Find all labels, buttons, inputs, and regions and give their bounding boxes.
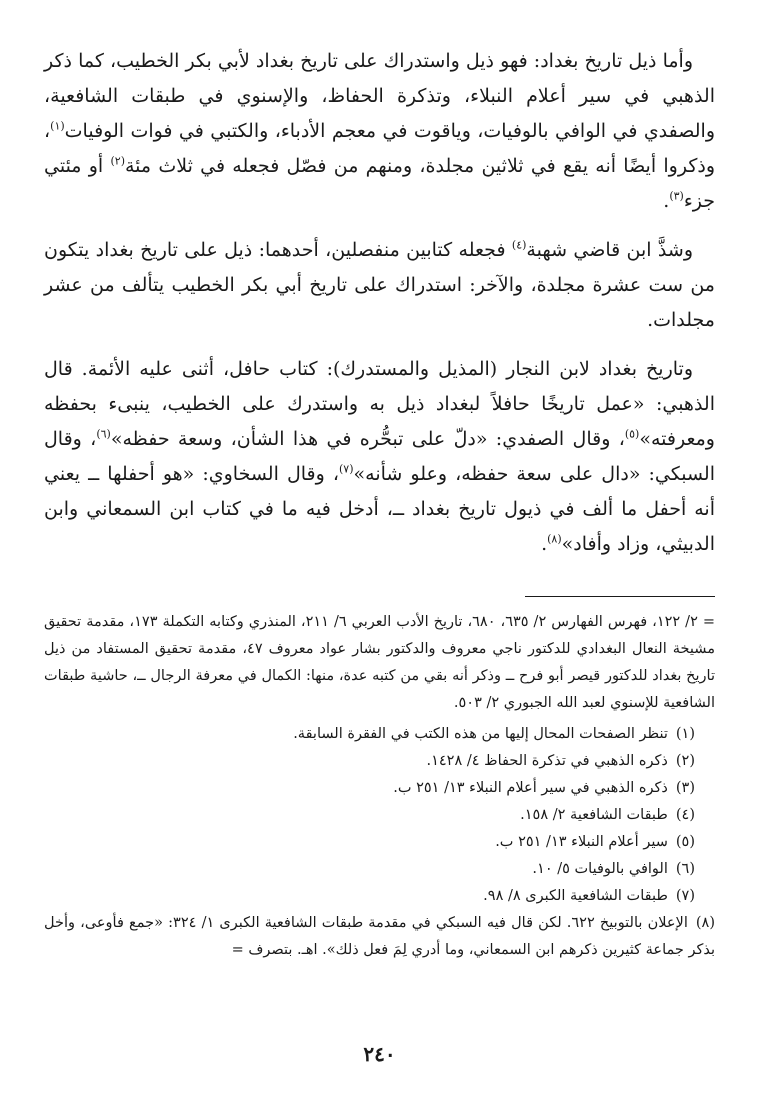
footnote-5: [44, 829, 715, 856]
p2-text: وشذَّ ابن قاضي شهبة: [526, 239, 693, 261]
paragraph-3: [44, 352, 715, 562]
footnote-ref-3[interactable]: (٣): [669, 189, 684, 203]
footnote-7: [44, 883, 715, 910]
footnote-number: (٥): [675, 834, 695, 850]
p1-text-2: ، وذكروا أيضًا أنه يقع في ثلاثين مجلدة، ومنهم من فصّل فجعله في ثلاث مئة: [44, 120, 716, 177]
footnote-6: [44, 856, 715, 883]
footnote-continuation: = ٢/ ١٢٢، فهرس الفهارس ٢/ ٦٣٥، ٦٨٠، تاريخ الأدب العربي ٦/ ٢١١، المنذري وكتابه التكملة ١٧٣، مقدمة تحقيق مشيخة النعال البغدادي للدكتور ناجي معروف والدكتور بشار عواد معروف ٤٧، مقدمة تحقيق المستفاد من ذيل تاريخ بغداد للدكتور قيصر أبو فرح ــ وذكر أنه بقي من كتبه عدة، منها: الكمال في معرفة الرجال ــ، حاشية طبقات الشافعية للإسنوي لعبد الله الجبوري ٢/ ٥٠٣.: [44, 614, 716, 711]
footnote-text: طبقات الشافعية الكبرى ٨/ ٩٨.: [483, 888, 668, 904]
footnote-text: تنظر الصفحات المحال إليها من هذه الكتب في الفقرة السابقة.: [293, 726, 668, 742]
main-text: [44, 44, 715, 562]
p1-text-4: .: [663, 190, 670, 212]
footnote-ref-5[interactable]: (٥): [624, 427, 640, 441]
footnote-1: [44, 721, 715, 748]
footnote-ref-6[interactable]: (٦): [96, 427, 111, 441]
footnotes: [44, 609, 715, 964]
footnote-ref-4[interactable]: (٤): [511, 238, 527, 252]
footnote-number: (٨): [695, 915, 715, 931]
footnote-text: طبقات الشافعية ٢/ ١٥٨.: [520, 807, 668, 823]
p3-text: وتاريخ بغداد لابن النجار (المذيل والمستدرك): كتاب حافل، أثنى عليه الأئمة. قال الذهبي: «عمل تاريخًا حافلاً لبغداد ذيل به واستدرك على الخطيب، ينبىء بحفظه ومعرفته»: [44, 358, 715, 450]
footnote-number: (٧): [675, 888, 695, 904]
footnote-2: [44, 748, 715, 775]
p1-text-3: أو مئتي جزء: [44, 155, 715, 212]
p1-text: وأما ذيل تاريخ بغداد: فهو ذيل واستدراك على تاريخ بغداد لأبي بكر الخطيب، كما ذكر الذهبي في سير أعلام النبلاء، وتذكرة الحفاظ، والإسنوي في طبقات الشافعية، والصفدي في الوافي بالوفيات، وياقوت في معجم الأدباء، والكتبي في فوات الوفيات: [44, 50, 715, 142]
footnote-ref-7[interactable]: (٧): [339, 462, 354, 476]
page-number: ٢٤٠: [363, 1042, 396, 1066]
footnote-number: (٤): [675, 807, 695, 823]
p3-text-2: ، وقال الصفدي: «دلّ على تبحُّره في هذا الشأن، وسعة حفظه»: [110, 428, 625, 450]
footnote-4: [44, 802, 715, 829]
p3-text-4: ، وقال السخاوي: «هو أحفلها ــ يعني أنه أحفل ما ألف في ذيول تاريخ بغداد ــ، أدخل فيه ما في كتاب ابن السمعاني وابن الدبيثي، وزاد وأفاد»: [44, 463, 715, 555]
footnote-list: [44, 721, 715, 964]
paragraph-2: [44, 233, 715, 338]
footnote-text: ذكره الذهبي في تذكرة الحفاظ ٤/ ١٤٢٨.: [426, 753, 668, 769]
book-page: [44, 44, 715, 1070]
footnote-text: سير أعلام النبلاء ١٣/ ٢٥١ ب.: [495, 834, 668, 850]
footnote-text: الوافي بالوفيات ٥/ ١٠.: [532, 861, 668, 877]
footnote-number: (١): [675, 726, 695, 742]
paragraph-1: [44, 44, 715, 219]
footnote-number: (٢): [675, 753, 695, 769]
footnote-ref-8[interactable]: (٨): [547, 532, 562, 546]
footnote-ref-1[interactable]: (١): [50, 119, 65, 133]
footnote-8: [44, 910, 715, 964]
footnote-3: [44, 775, 715, 802]
footnote-text: ذكره الذهبي في سير أعلام النبلاء ١٣/ ٢٥١ ب.: [393, 780, 668, 796]
footnote-number: (٣): [675, 780, 695, 796]
footnote-number: (٦): [675, 861, 695, 877]
p2-text-2: فجعله كتابين منفصلين، أحدهما: ذيل على تاريخ بغداد يتكون من ست عشرة مجلدة، والآخر: استدراك على تاريخ أبي بكر الخطيب يتألف من عشر مجلدات.: [44, 239, 715, 331]
p3-text-5: .: [541, 533, 548, 555]
p3-text-3: ، وقال السبكي: «دال على سعة حفظه، وعلو شأنه»: [44, 428, 715, 485]
footnote-separator: [525, 596, 715, 597]
footnote-text: الإعلان بالتوبيخ ٦٢٢. لكن قال فيه السبكي في مقدمة طبقات الشافعية الكبرى ١/ ٣٢٤: «جمع فأوعى، وأخل بذكر جماعة كثيرين ذكرهم ابن السمعاني، وما أدري لِمَ فعل ذلك». اهـ. بتصرف =: [44, 915, 715, 958]
footnote-ref-2[interactable]: (٢): [110, 154, 125, 168]
